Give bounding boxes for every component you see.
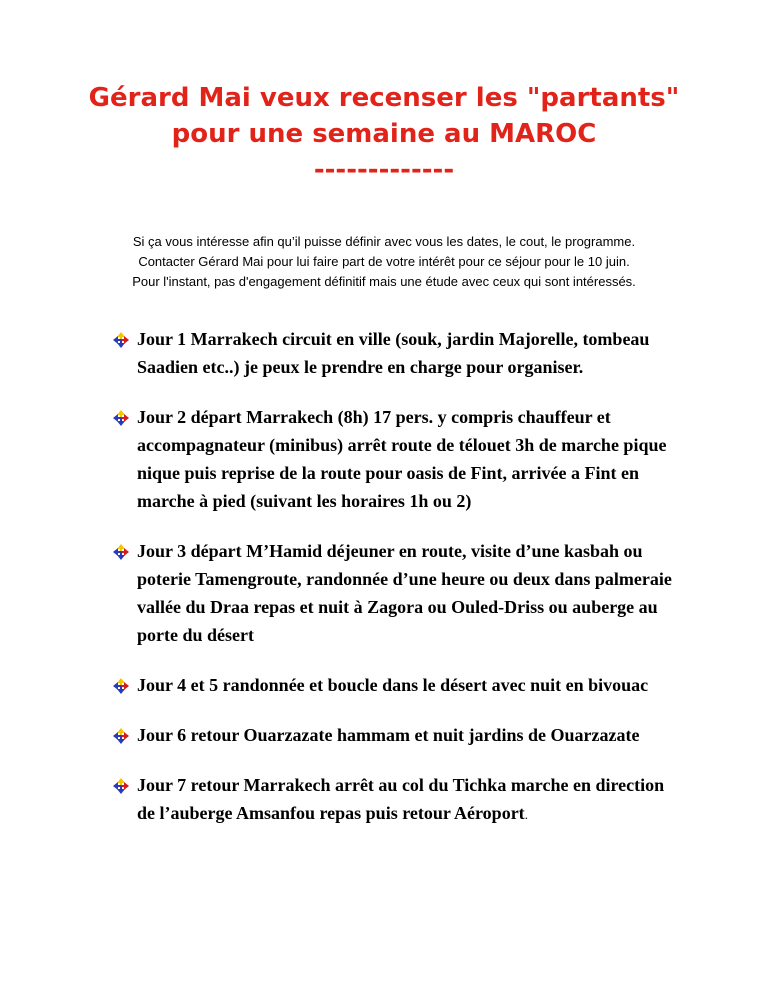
program-item-day: [112, 721, 672, 751]
program-item-text: Jour 7 retour Marrakech arrêt au col du Tichka marche en direction de l’auberge Amsanfou repas puis retour Aéroport: [137, 775, 665, 823]
four-color-arrow-bullet-icon: [112, 777, 130, 795]
program-item-text: Jour 4 et 5 randonnée et boucle dans le désert avec nuit en bivouac: [137, 675, 649, 695]
page-title: [0, 80, 768, 188]
intro-line-3: Pour l'instant, pas d'engagement définitif mais une étude avec ceux qui sont intéressés.: [132, 274, 636, 289]
four-color-arrow-bullet-icon: [112, 727, 130, 745]
program-item-text: Jour 2 départ Marrakech (8h) 17 pers. y compris chauffeur et accompagnateur (minibus) arrêt route de télouet 3h de marche pique nique puis reprise de la route pour oasis de Fint, arrivée a Fint en marche à pied (suivant les horaires 1h ou 2): [137, 407, 667, 511]
title-line-1: Gérard Mai veux recenser les "partants": [88, 83, 680, 113]
title-separator: -------------: [313, 155, 455, 185]
four-color-arrow-bullet-icon: [112, 677, 130, 695]
program-item-text: Jour 6 retour Ouarzazate hammam et nuit jardins de Ouarzazate: [137, 725, 640, 745]
four-color-arrow-bullet-icon: [112, 409, 130, 427]
program-item-text: Jour 3 départ M’Hamid déjeuner en route, visite d’une kasbah ou poterie Tamengroute, randonnée d’une heure ou deux dans palmeraie vallée du Draa repas et nuit à Zagora ou Ouled-Driss ou auberge au porte du désert: [137, 541, 672, 645]
program-item-end: .: [524, 807, 528, 822]
program-item-day: [112, 671, 672, 701]
program-item-day: [112, 403, 672, 517]
program-item-day: [112, 537, 672, 651]
intro-line-1: Si ça vous intéresse afin qu’il puisse définir avec vous les dates, le cout, le programme.: [132, 234, 636, 249]
program-item-text: Jour 1 Marrakech circuit en ville (souk, jardin Majorelle, tombeau Saadien etc..) je peux le prendre en charge pour organiser.: [137, 329, 650, 377]
program-item-day: [112, 771, 672, 829]
program-item-day: [112, 325, 672, 383]
title-line-2: pour une semaine au MAROC: [171, 119, 597, 149]
four-color-arrow-bullet-icon: [112, 331, 130, 349]
intro-paragraph: [0, 232, 768, 292]
four-color-arrow-bullet-icon: [112, 543, 130, 561]
intro-line-2: Contacter Gérard Mai pour lui faire part de votre intérêt pour ce séjour pour le 10 juin.: [138, 254, 630, 269]
program-list: [112, 325, 672, 849]
